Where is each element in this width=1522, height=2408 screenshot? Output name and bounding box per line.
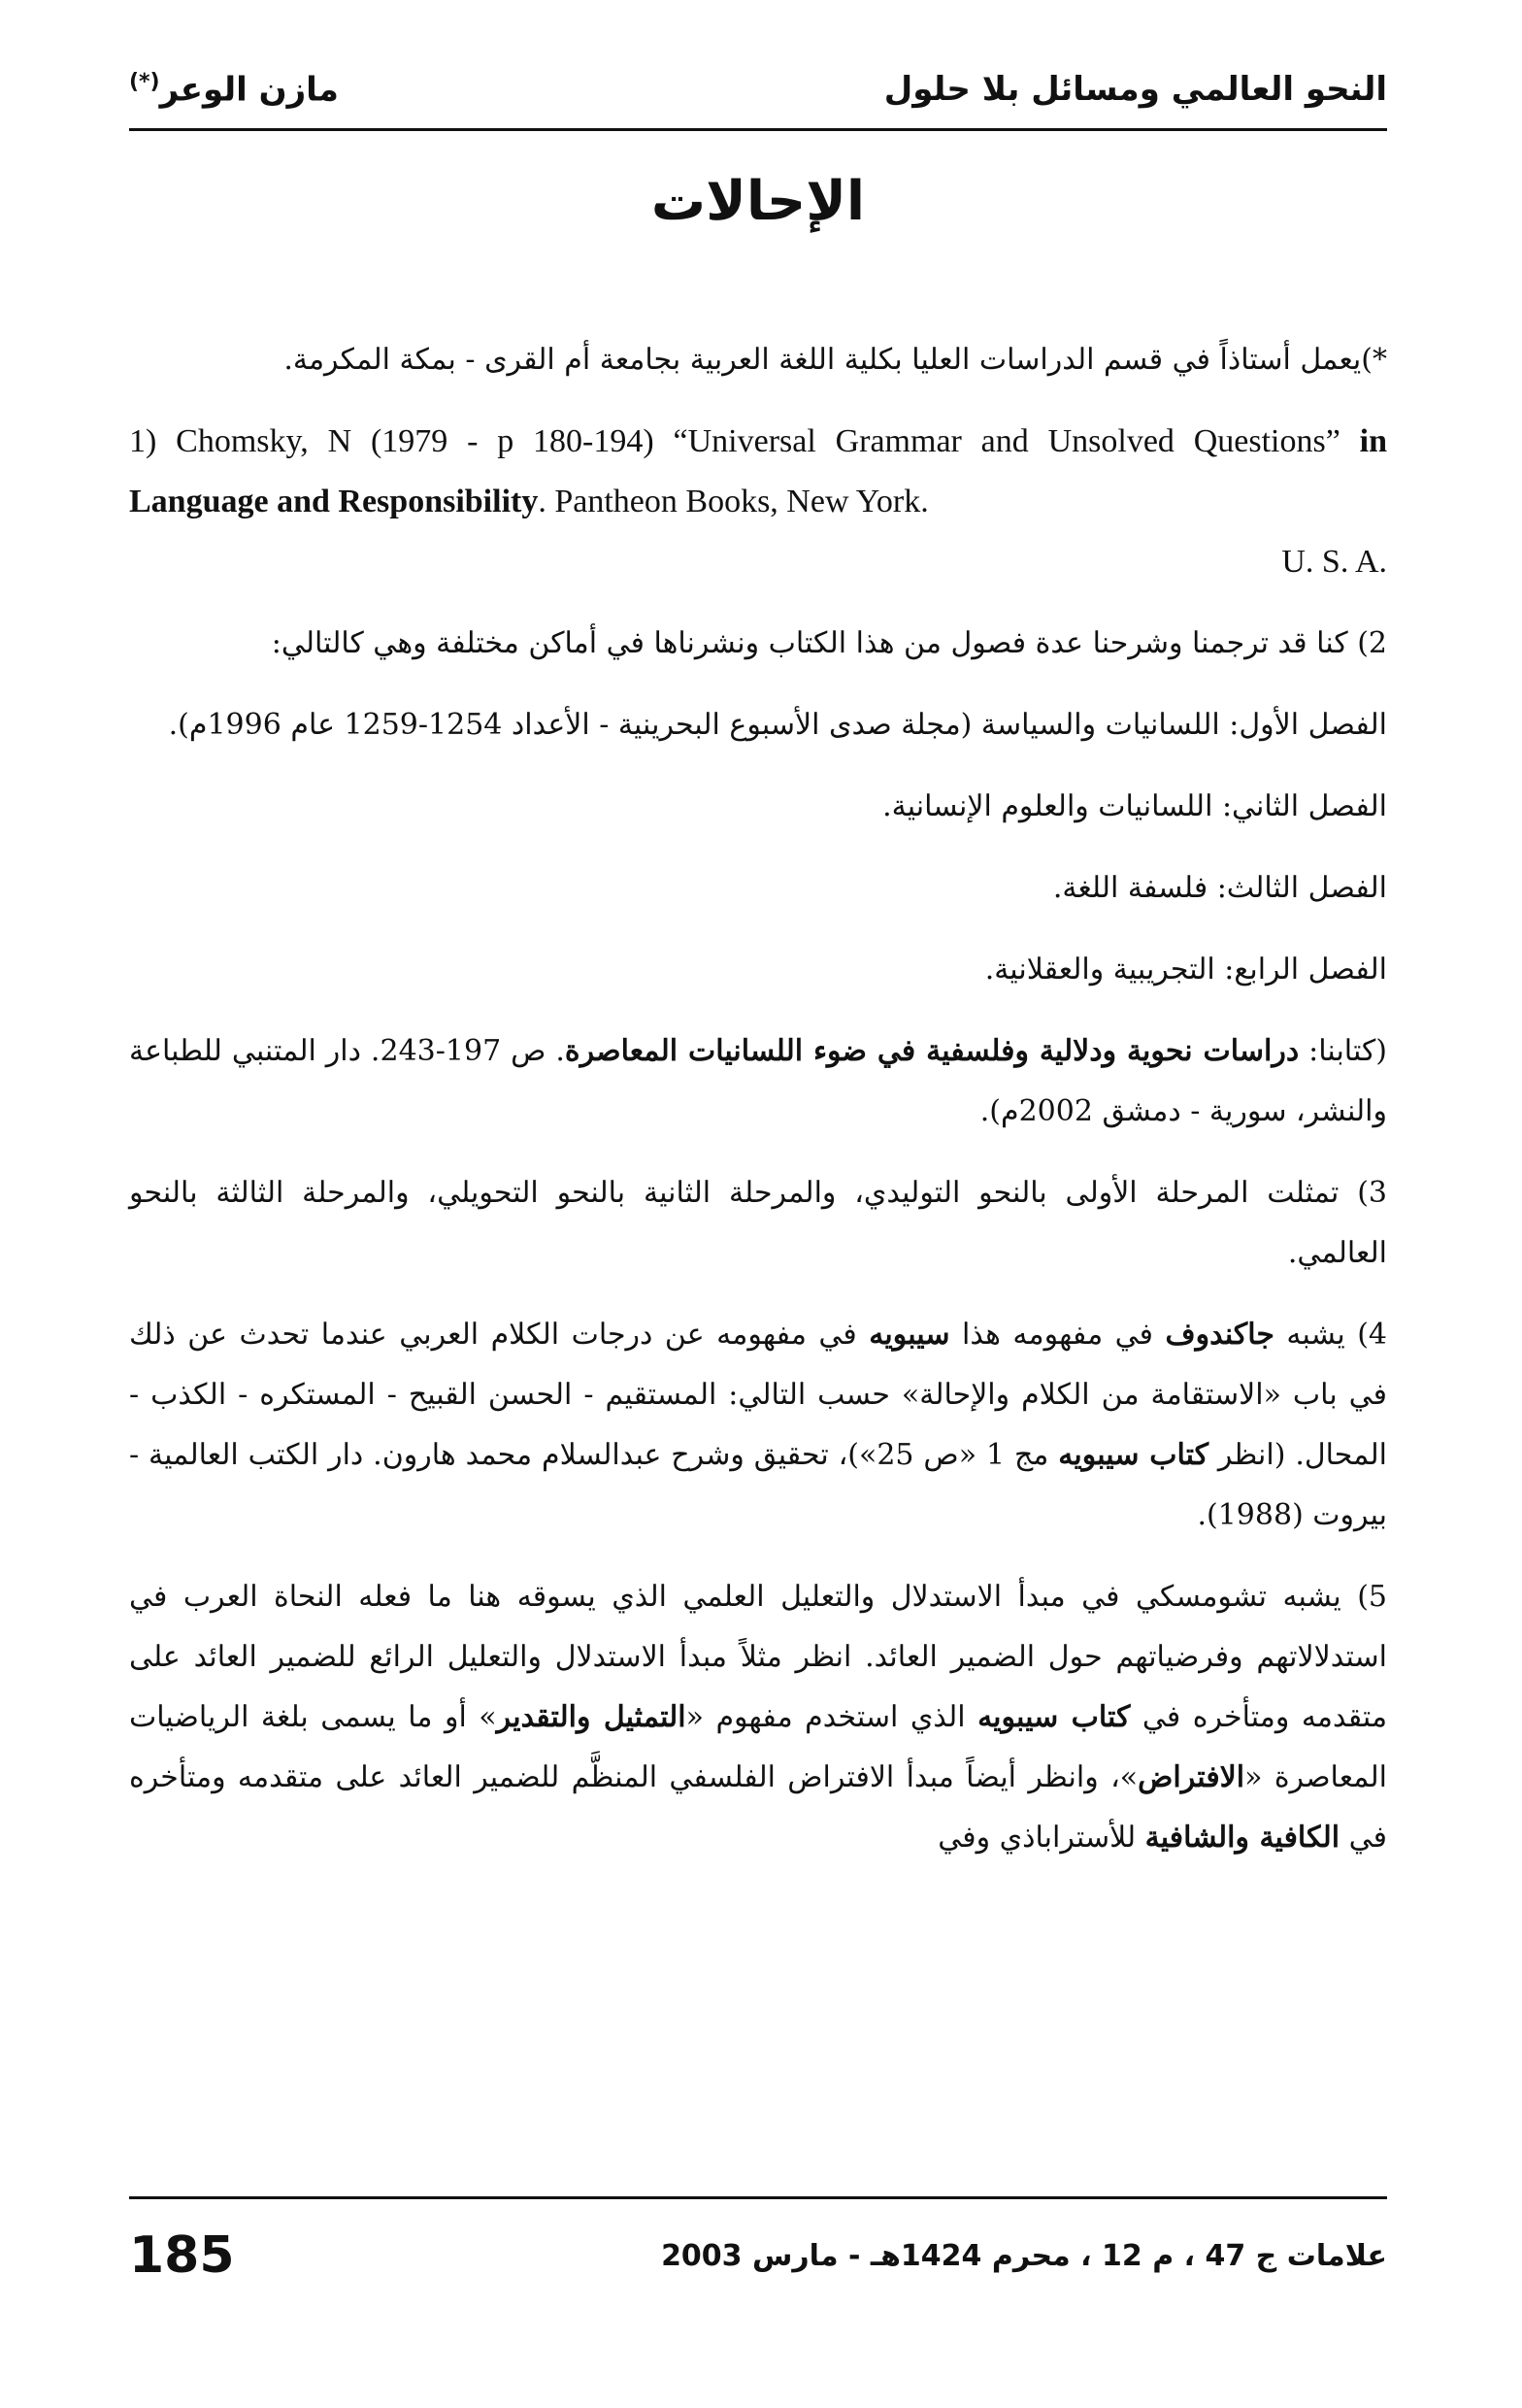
note-1-text: 1) Chomsky, N (1979 - p 180-194) “Universal Grammar and Unsolved Questions” bbox=[129, 423, 1360, 459]
note-5-a: 5) يشبه تشومسكي في مبدأ الاستدلال والتعليل العلمي الذي يسوقه هنا ما فعله النحاة العرب في استدلالاتهم وفرضياتهم حول الضمير العائد. انظر مثلاً مبدأ الاستدلال والتعليل الرائع للضمير العائد على متقدمه ومتأخره في bbox=[129, 1580, 1388, 1734]
note-5-c: الذي استخدم مفهوم « bbox=[685, 1700, 978, 1734]
note-4-d: في مفهومه عن درجات الكلام العربي عندما تحدث عن ذلك في باب «الاستقامة من الكلام والإحالة» حسب التالي: المستقيم - الحسن القبيح - المستكره - الكذب - المحال. (انظر bbox=[129, 1318, 1387, 1472]
note-2: 2) كنا قد ترجمنا وشرحنا عدة فصول من هذا الكتاب ونشرناها في أماكن مختلفة وهي كالتالي: bbox=[271, 626, 1387, 660]
note-1-book-title: in Language and Responsibility bbox=[129, 423, 1387, 519]
note-2-chapter-2: الفصل الثاني: اللسانيات والعلوم الإنسانية. bbox=[882, 789, 1387, 823]
note-3: 3) تمثلت المرحلة الأولى بالنحو التوليدي، والمرحلة الثانية بالنحو التحويلي، والمرحلة الثالثة بالنحو العالمي. bbox=[129, 1176, 1387, 1270]
note-5-d: » أو ما يسمى بلغة الرياضيات المعاصرة « bbox=[129, 1700, 1387, 1794]
note-1-country: U. S. A. bbox=[1281, 544, 1387, 580]
note-2-book-reference bbox=[129, 1021, 1387, 1142]
page-number: 185 bbox=[129, 2226, 235, 2285]
note-2-chapter-3: الفصل الثالث: فلسفة اللغة. bbox=[1052, 871, 1387, 905]
book-ref-open: (كتابنا: bbox=[1299, 1034, 1387, 1068]
author-footnote-mark: (*) bbox=[129, 69, 160, 94]
note-5-f: للأستراباذي وفي bbox=[938, 1821, 1145, 1855]
note-5-iftirad: الافتراض bbox=[1138, 1760, 1245, 1794]
section-title: الإحالات bbox=[650, 170, 866, 233]
book-ref-title: دراسات نحوية ودلالية وفلسفية في ضوء اللسانيات المعاصرة bbox=[564, 1034, 1300, 1068]
note-4-kitab: كتاب سيبويه bbox=[1058, 1438, 1208, 1472]
note-5-e: »، وانظر أيضاً مبدأ الافتراض الفلسفي المنظَّم للضمير العائد على متقدمه ومتأخره في bbox=[129, 1760, 1387, 1855]
note-4-sibawayh: سيبويه bbox=[869, 1318, 950, 1352]
note-1-publisher: . Pantheon Books, New York. bbox=[538, 484, 929, 519]
running-header bbox=[129, 50, 1387, 131]
author-name: مازن الوعر bbox=[159, 70, 339, 110]
note-4-jackendoff: جاكندوف bbox=[1165, 1318, 1274, 1352]
note-star: *)يعمل أستاذاً في قسم الدراسات العليا بكلية اللغة العربية بجامعة أم القرى - بمكة المكرمة. bbox=[283, 343, 1387, 377]
footer-divider bbox=[129, 2196, 1387, 2199]
header-author bbox=[129, 70, 339, 109]
note-5-kitab: كتاب سيبويه bbox=[977, 1700, 1131, 1734]
note-4-a: 4) يشبه bbox=[1274, 1318, 1387, 1352]
note-4-c: في مفهومه هذا bbox=[949, 1318, 1166, 1352]
note-5-kafiya: الكافية والشافية bbox=[1144, 1821, 1340, 1855]
note-4-e: مج 1 «ص 25»)، تحقيق وشرح عبدالسلام محمد هارون. دار الكتب العالمية - بيروت (1988). bbox=[129, 1438, 1387, 1532]
endnotes-list bbox=[129, 330, 1387, 1890]
running-footer bbox=[129, 2212, 1387, 2299]
note-1 bbox=[129, 412, 1387, 592]
book-ref-details: . ص 197-243. دار المتنبي للطباعة والنشر، سورية - دمشق 2002م). bbox=[129, 1034, 1387, 1128]
note-5 bbox=[129, 1567, 1387, 1868]
note-2-chapter-4: الفصل الرابع: التجريبية والعقلانية. bbox=[984, 953, 1387, 987]
note-2-chapter-1: الفصل الأول: اللسانيات والسياسة (مجلة صدى الأسبوع البحرينية - الأعداد 1254-1259 عام 1996م). bbox=[168, 708, 1387, 742]
note-5-tamthil: التمثيل والتقدير bbox=[496, 1700, 686, 1734]
header-title: النحو العالمي ومسائل بلا حلول bbox=[883, 70, 1387, 109]
journal-citation: علامات ج 47 ، م 12 ، محرم 1424هـ - مارس 2003 bbox=[661, 2238, 1387, 2273]
note-4 bbox=[129, 1305, 1387, 1546]
